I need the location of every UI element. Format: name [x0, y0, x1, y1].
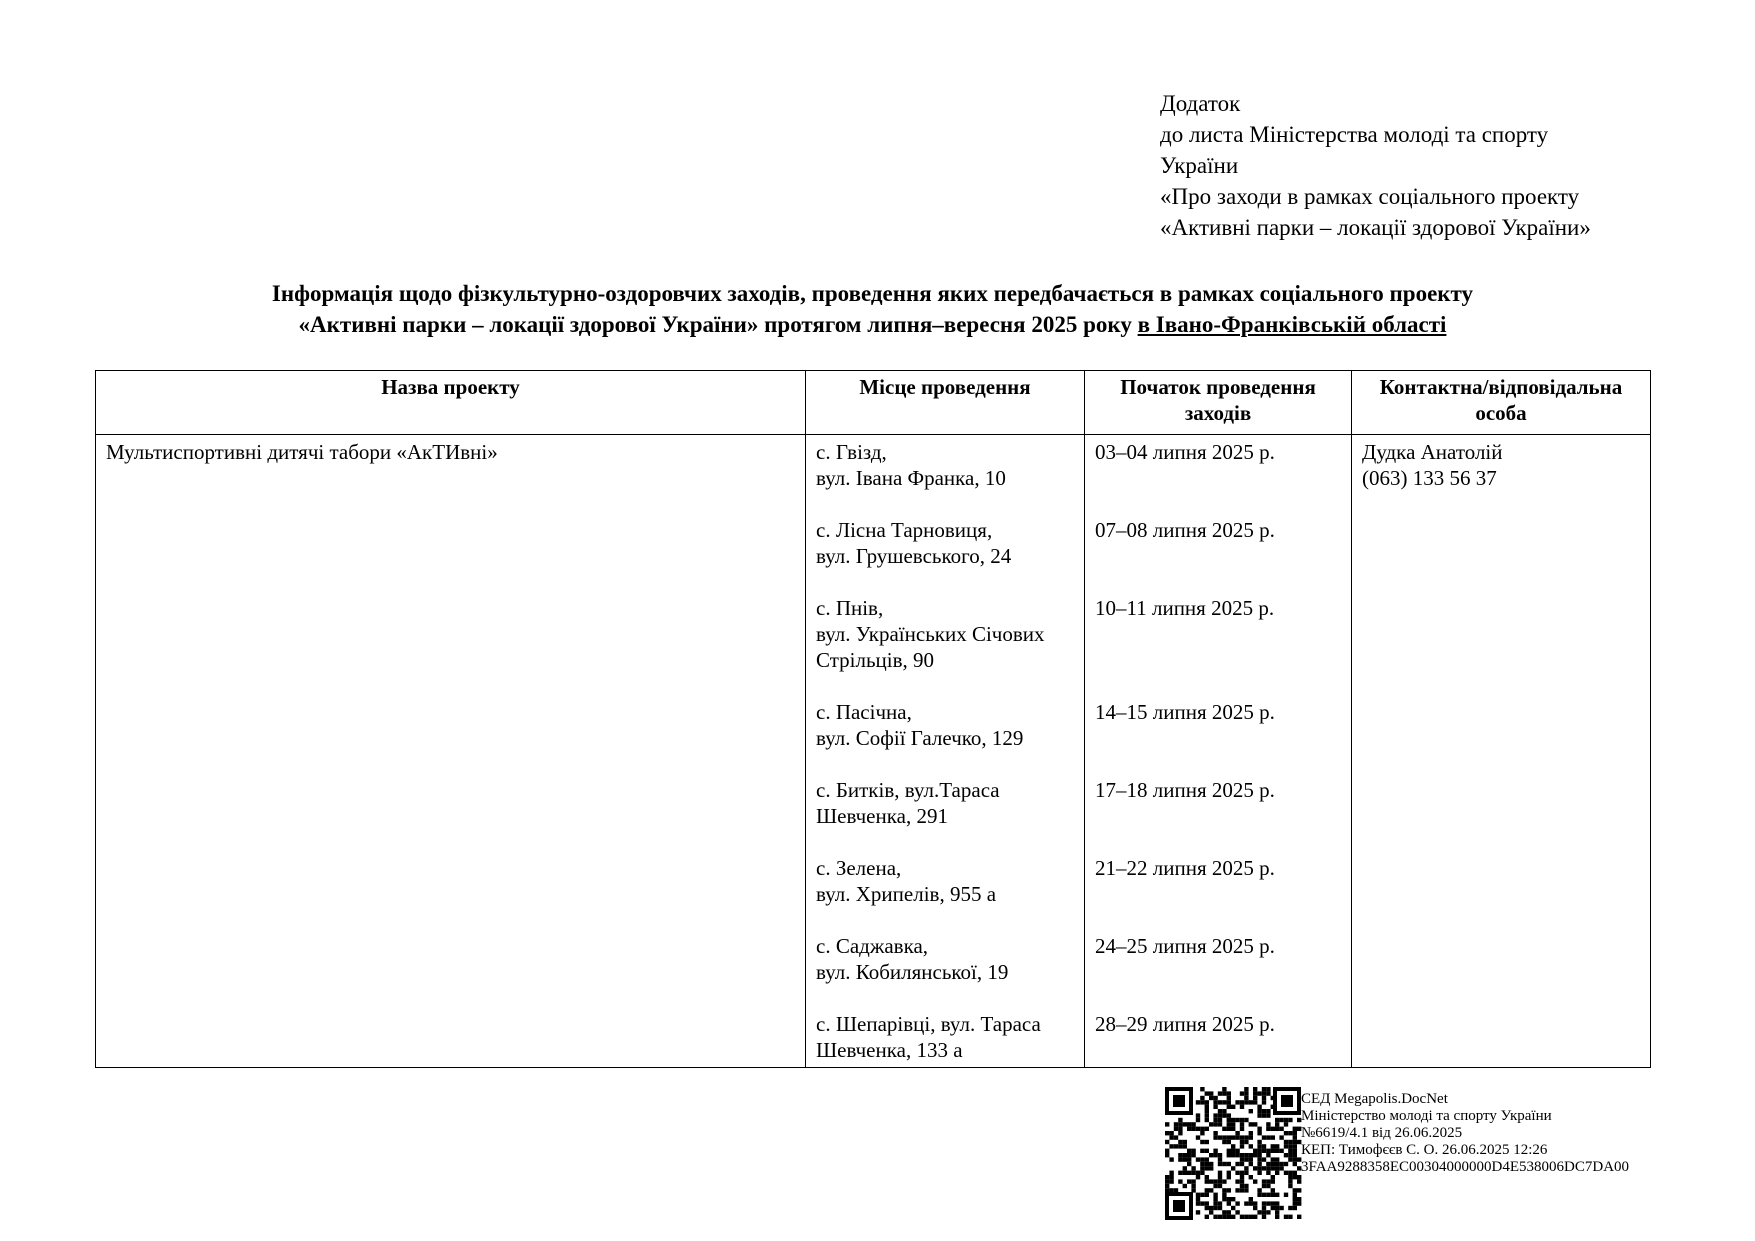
date-entry: 07–08 липня 2025 р.	[1095, 518, 1275, 542]
header-contact: Контактна/відповідальна особа	[1352, 371, 1651, 435]
date-entry: 24–25 липня 2025 р.	[1095, 934, 1275, 958]
annex-line: «Активні парки – локації здорової України»	[1160, 215, 1591, 240]
place-line: Шевченка, 291	[816, 804, 948, 828]
annex-line: Додаток	[1160, 91, 1241, 116]
table-row	[96, 435, 1651, 1068]
place-entry	[816, 699, 1074, 777]
table-header-row	[96, 371, 1651, 435]
qr-code-icon	[1163, 1085, 1303, 1222]
place-entry	[816, 855, 1074, 933]
place-line: с. Гвізд,	[816, 440, 887, 464]
heading-line-2	[95, 309, 1650, 340]
date-entry: 10–11 липня 2025 р.	[1095, 596, 1275, 620]
place-line: вул. Українських Січових	[816, 622, 1045, 646]
stamp-line: Міністерство молоді та спорту України	[1301, 1108, 1552, 1124]
contact-phone: (063) 133 56 37	[1362, 466, 1497, 490]
place-line: Стрільців, 90	[816, 648, 935, 672]
document-heading	[95, 278, 1650, 340]
date-entry: 03–04 липня 2025 р.	[1095, 440, 1275, 464]
events-table	[95, 370, 1651, 1068]
place-line: с. Пнів,	[816, 596, 884, 620]
place-entry	[816, 777, 1074, 855]
place-line: Шевченка, 133 а	[816, 1038, 963, 1062]
project-name: Мультиспортивні дитячі табори «АкТИвні»	[96, 435, 806, 1068]
place-line: с. Пасічна,	[816, 700, 912, 724]
annex-line: до листа Міністерства молоді та спорту	[1160, 122, 1549, 147]
place-entry	[816, 517, 1074, 595]
contact-name: Дудка Анатолій	[1362, 440, 1503, 464]
place-line: вул. Хрипелів, 955 а	[816, 882, 997, 906]
place-line: с. Зелена,	[816, 856, 902, 880]
stamp-line: 3FAA9288358EC00304000000D4E538006DC7DA00	[1301, 1159, 1630, 1175]
place-entry	[816, 439, 1074, 517]
place-line: вул. Софії Галечко, 129	[816, 726, 1024, 750]
heading-line-2-text: «Активні парки – локації здорової України» протягом липня–вересня 2025 року	[298, 312, 1138, 337]
place-entry	[816, 1011, 1074, 1063]
place-line: вул. Івана Франка, 10	[816, 466, 1006, 490]
heading-line-1: Інформація щодо фізкультурно-оздоровчих заходів, проведення яких передбачається в рамках соціального проекту	[271, 281, 1474, 306]
e-signature-stamp	[1301, 1091, 1629, 1176]
date-entry: 21–22 липня 2025 р.	[1095, 856, 1275, 880]
place-entry	[816, 933, 1074, 1011]
place-line: с. Шепарівці, вул. Тараса	[816, 1012, 1041, 1036]
annex-line: України	[1160, 153, 1239, 178]
date-entry: 28–29 липня 2025 р.	[1095, 1012, 1275, 1036]
header-project: Назва проекту	[96, 371, 806, 435]
date-entry: 14–15 липня 2025 р.	[1095, 700, 1275, 724]
annex-note	[1160, 88, 1720, 243]
place-entry	[816, 595, 1074, 699]
stamp-line: СЕД Megapolis.DocNet	[1301, 1091, 1448, 1107]
stamp-line: КЕП: Тимофєєв С. О. 26.06.2025 12:26	[1301, 1142, 1548, 1158]
place-line: вул. Кобилянської, 19	[816, 960, 1009, 984]
place-line: с. Битків, вул.Тараса	[816, 778, 1000, 802]
header-start: Початок проведення заходів	[1085, 371, 1352, 435]
place-line: вул. Грушевського, 24	[816, 544, 1012, 568]
contact-cell	[1352, 435, 1651, 1068]
places-cell	[806, 435, 1085, 1068]
heading-region: в Івано-Франківській області	[1137, 312, 1447, 337]
stamp-line: №6619/4.1 від 26.06.2025	[1301, 1125, 1463, 1141]
header-place: Місце проведення	[806, 371, 1085, 435]
date-entry: 17–18 липня 2025 р.	[1095, 778, 1275, 802]
place-line: с. Саджавка,	[816, 934, 929, 958]
dates-cell	[1085, 435, 1352, 1068]
annex-line: «Про заходи в рамках соціального проекту	[1160, 184, 1580, 209]
place-line: с. Лісна Тарновиця,	[816, 518, 993, 542]
